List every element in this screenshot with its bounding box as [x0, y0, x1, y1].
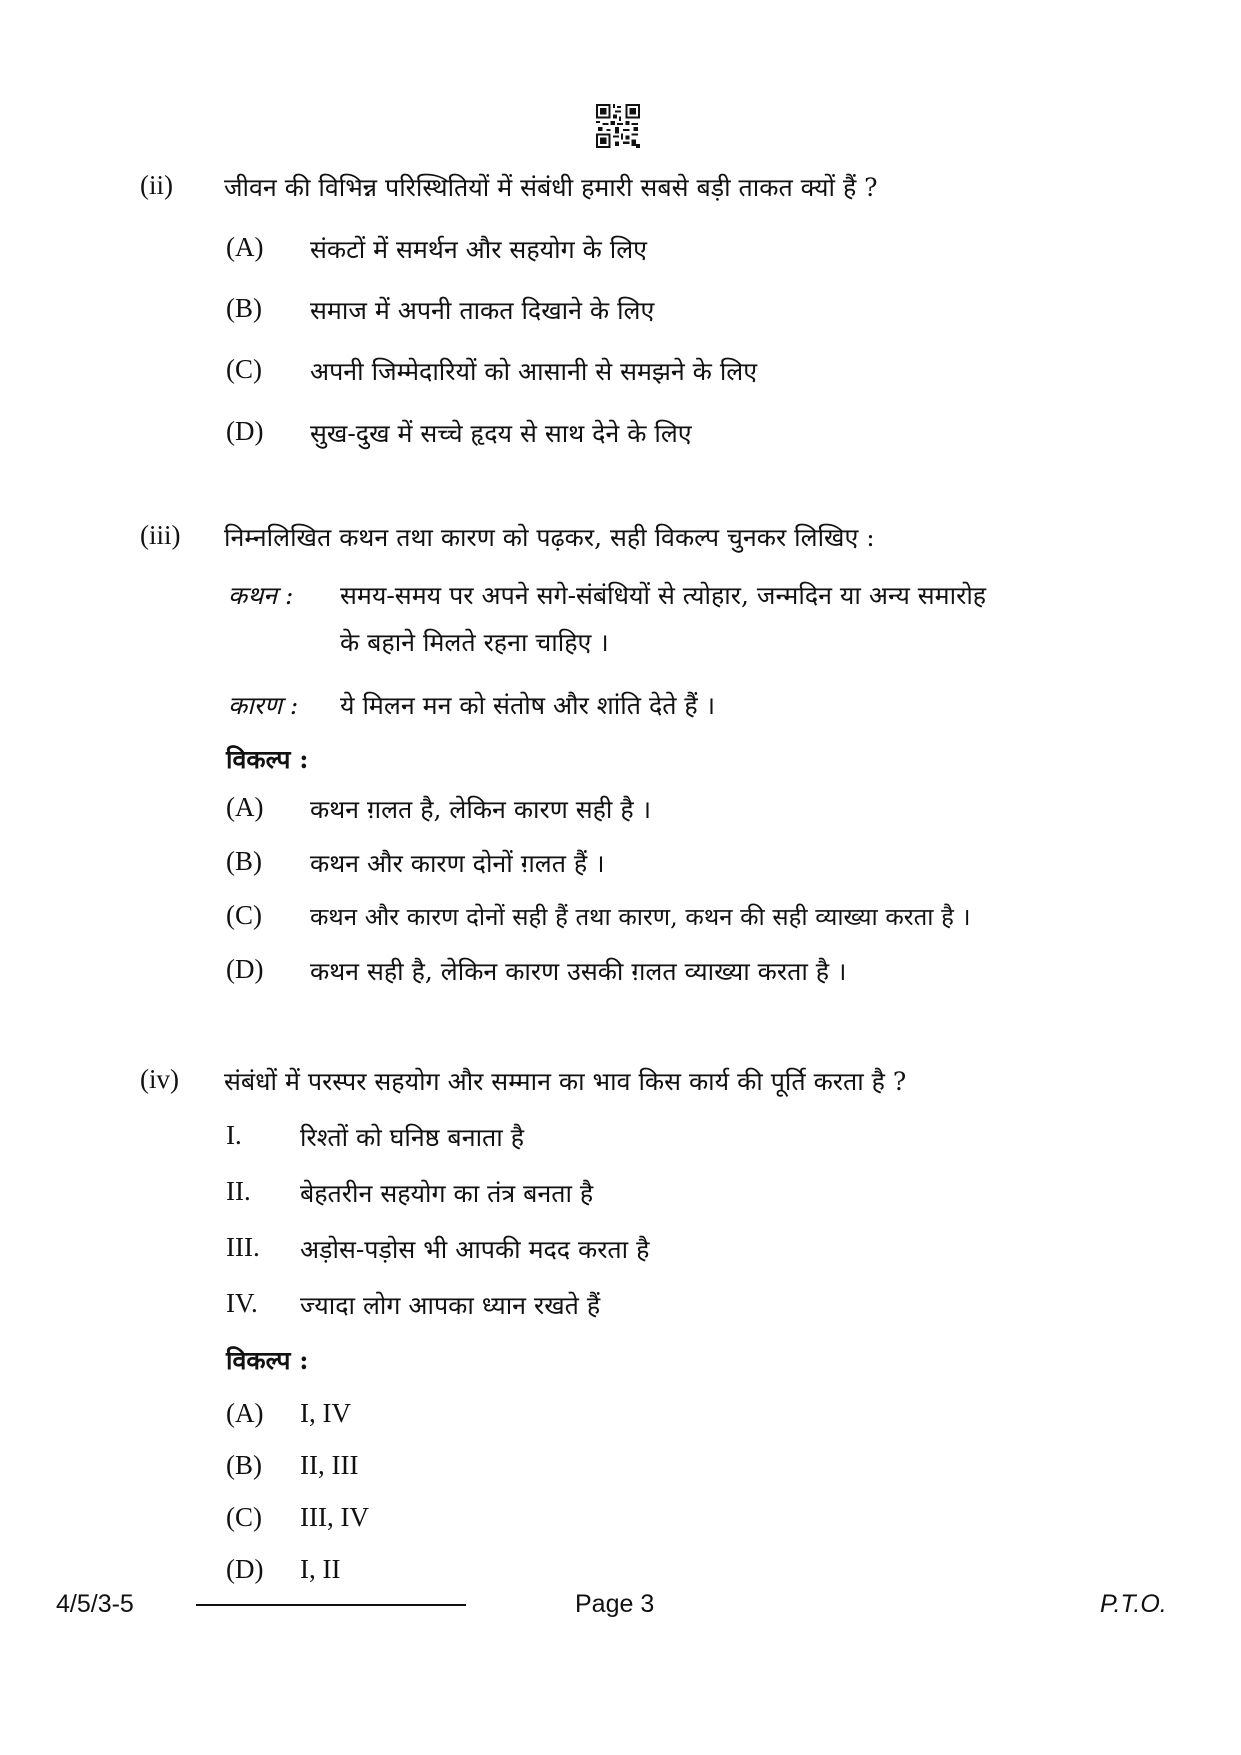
option-text: III, IV	[300, 1502, 369, 1532]
statement-text: ज्यादा लोग आपका ध्यान रखते हैं	[300, 1291, 601, 1320]
question-number: (ii)	[140, 170, 173, 200]
option-label: (B)	[226, 1450, 262, 1480]
statement-text: अड़ोस-पड़ोस भी आपकी मदद करता है	[300, 1235, 650, 1264]
question-text: निम्नलिखित कथन तथा कारण को पढ़कर, सही विकल्प चुनकर लिखिए :	[224, 523, 875, 552]
question-number: (iv)	[140, 1064, 179, 1094]
option-text: अपनी जिम्मेदारियों को आसानी से समझने के लिए	[310, 357, 758, 386]
qr-code	[596, 104, 640, 148]
footer-divider	[196, 1604, 466, 1606]
option-label: (B)	[226, 293, 262, 323]
option-label: (A)	[226, 792, 264, 822]
reason-label: कारण :	[228, 691, 299, 720]
assertion-text-continued: के बहाने मिलते रहना चाहिए ।	[340, 628, 609, 657]
options-heading: विकल्प :	[226, 745, 309, 774]
statement-label: IV.	[226, 1288, 258, 1318]
statement-label: I.	[226, 1120, 242, 1150]
option-label: (B)	[226, 846, 262, 876]
option-text: कथन और कारण दोनों सही हैं तथा कारण, कथन की सही व्याख्या करता है ।	[310, 903, 971, 931]
options-heading: विकल्प :	[226, 1346, 309, 1375]
option-text: II, III	[300, 1450, 359, 1480]
statement-label: II.	[226, 1176, 251, 1206]
option-text: कथन ग़लत है, लेकिन कारण सही है ।	[310, 795, 652, 824]
assertion-text: समय-समय पर अपने सगे-संबंधियों से त्योहार, जन्मदिन या अन्य समारोह	[340, 581, 987, 610]
option-text: I, II	[300, 1554, 341, 1584]
paper-code: 4/5/3-5	[56, 1590, 134, 1618]
statement-text: बेहतरीन सहयोग का तंत्र बनता है	[300, 1179, 594, 1208]
option-label: (D)	[226, 416, 264, 446]
option-text: संकटों में समर्थन और सहयोग के लिए	[310, 235, 647, 264]
option-text: कथन सही है, लेकिन कारण उसकी ग़लत व्याख्या करता है ।	[310, 957, 847, 986]
option-label: (A)	[226, 232, 264, 262]
option-text: समाज में अपनी ताकत दिखाने के लिए	[310, 296, 655, 325]
assertion-label: कथन :	[228, 581, 294, 610]
statement-label: III.	[226, 1232, 260, 1262]
question-text: जीवन की विभिन्न परिस्थितियों में संबंधी हमारी सबसे बड़ी ताकत क्यों हैं ?	[224, 173, 878, 202]
option-label: (D)	[226, 1554, 264, 1584]
option-label: (C)	[226, 1502, 262, 1532]
option-label: (A)	[226, 1398, 264, 1428]
question-text: संबंधों में परस्पर सहयोग और सम्मान का भाव किस कार्य की पूर्ति करता है ?	[224, 1067, 907, 1096]
option-label: (C)	[226, 900, 262, 930]
option-label: (D)	[226, 954, 264, 984]
statement-text: रिश्तों को घनिष्ठ बनाता है	[300, 1123, 524, 1152]
option-label: (C)	[226, 354, 262, 384]
reason-text: ये मिलन मन को संतोष और शांति देते हैं ।	[340, 691, 716, 720]
question-number: (iii)	[140, 520, 181, 550]
option-text: सुख-दुख में सच्चे हृदय से साथ देने के लिए	[310, 419, 692, 448]
option-text: कथन और कारण दोनों ग़लत हैं ।	[310, 849, 605, 878]
option-text: I, IV	[300, 1398, 351, 1428]
page-number: Page 3	[575, 1590, 655, 1618]
pto-label: P.T.O.	[1100, 1590, 1167, 1618]
